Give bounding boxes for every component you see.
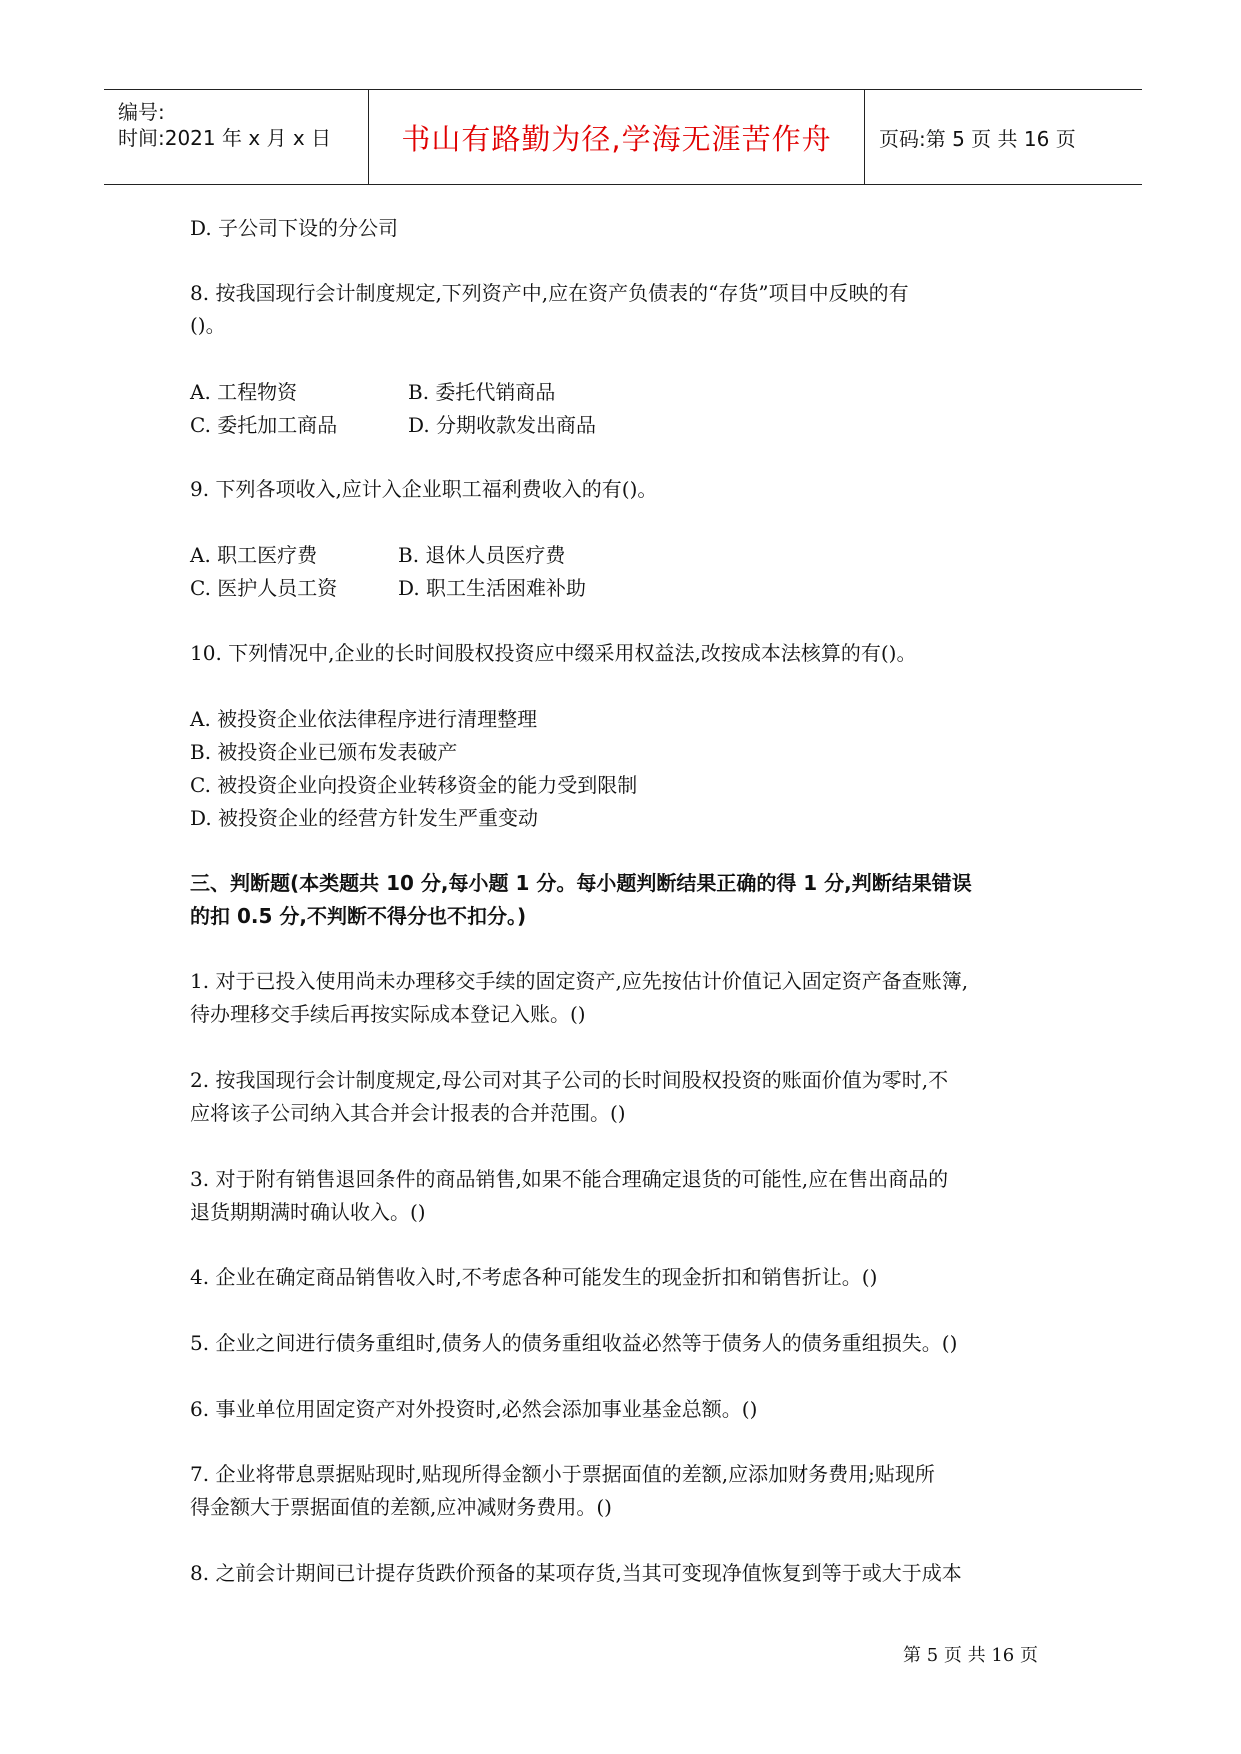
q10-option-b: B. 被投资企业已颁布发表破产: [190, 740, 458, 764]
q10-option-d: D. 被投资企业的经营方针发生严重变动: [190, 806, 539, 830]
header-page-cell: [865, 90, 1142, 184]
judgment-2-line1: 2. 按我国现行会计制度规定,母公司对其子公司的长时间股权投资的账面价值为零时,不: [190, 1068, 949, 1092]
document-time: 时间:2021 年 x 月 x 日: [118, 126, 332, 150]
judgment-2-line2: 应将该子公司纳入其合并会计报表的合并范围。(): [190, 1101, 626, 1125]
q9-option-b: B. 退休人员医疗费: [398, 543, 566, 567]
judgment-5: 5. 企业之间进行债务重组时,债务人的债务重组收益必然等于债务人的债务重组损失。(): [190, 1331, 958, 1355]
judgment-6: 6. 事业单位用固定资产对外投资时,必然会添加事业基金总额。(): [190, 1397, 758, 1421]
header-motto: 书山有路勤为径,学海无涯苦作舟: [401, 121, 832, 156]
q9-stem: 9. 下列各项收入,应计入企业职工福利费收入的有()。: [190, 477, 658, 501]
judgment-4: 4. 企业在确定商品销售收入时,不考虑各种可能发生的现金折扣和销售折让。(): [190, 1265, 878, 1289]
section3-heading-line2: 的扣 0.5 分,不判断不得分也不扣分。): [190, 904, 527, 928]
judgment-1-line2: 待办理移交手续后再按实际成本登记入账。(): [190, 1002, 586, 1026]
q8-option-d: D. 分期收款发出商品: [408, 413, 597, 437]
q8-stem-line2: ()。: [190, 313, 226, 337]
judgment-1-line1: 1. 对于已投入使用尚未办理移交手续的固定资产,应先按估计价值记入固定资产备查账簿,: [190, 969, 969, 993]
q8-option-a: A. 工程物资: [190, 380, 298, 404]
page-header: [104, 89, 1142, 185]
q9-option-a: A. 职工医疗费: [190, 543, 318, 567]
judgment-3-line2: 退货期期满时确认收入。(): [190, 1200, 426, 1224]
header-meta-cell: [104, 90, 369, 184]
header-page-info: 页码:第 5 页 共 16 页: [879, 126, 1076, 151]
q10-option-c: C. 被投资企业向投资企业转移资金的能力受到限制: [190, 773, 638, 797]
page-footer: 第 5 页 共 16 页: [903, 1645, 1038, 1666]
q8-option-c: C. 委托加工商品: [190, 413, 338, 437]
q10-stem: 10. 下列情况中,企业的长时间股权投资应中缀采用权益法,改按成本法核算的有()。: [190, 641, 917, 665]
q8-option-b: B. 委托代销商品: [408, 380, 556, 404]
q7-option-d: D. 子公司下设的分公司: [190, 216, 399, 240]
q9-option-c: C. 医护人员工资: [190, 576, 338, 600]
section3-heading-line1: 三、判断题(本类题共 10 分,每小题 1 分。每小题判断结果正确的得 1 分,判断结果错误: [190, 871, 972, 895]
judgment-8-line1: 8. 之前会计期间已计提存货跌价预备的某项存货,当其可变现净值恢复到等于或大于成本: [190, 1561, 962, 1585]
q10-option-a: A. 被投资企业依法律程序进行清理整理: [190, 707, 538, 731]
judgment-7-line1: 7. 企业将带息票据贴现时,贴现所得金额小于票据面值的差额,应添加财务费用;贴现所: [190, 1462, 935, 1486]
document-number-label: 编号:: [118, 100, 165, 124]
q8-stem-line1: 8. 按我国现行会计制度规定,下列资产中,应在资产负债表的“存货”项目中反映的有: [190, 281, 909, 305]
header-motto-cell: [369, 90, 865, 184]
judgment-3-line1: 3. 对于附有销售退回条件的商品销售,如果不能合理确定退货的可能性,应在售出商品的: [190, 1167, 949, 1191]
q9-option-d: D. 职工生活困难补助: [398, 576, 587, 600]
judgment-7-line2: 得金额大于票据面值的差额,应冲减财务费用。(): [190, 1495, 612, 1519]
